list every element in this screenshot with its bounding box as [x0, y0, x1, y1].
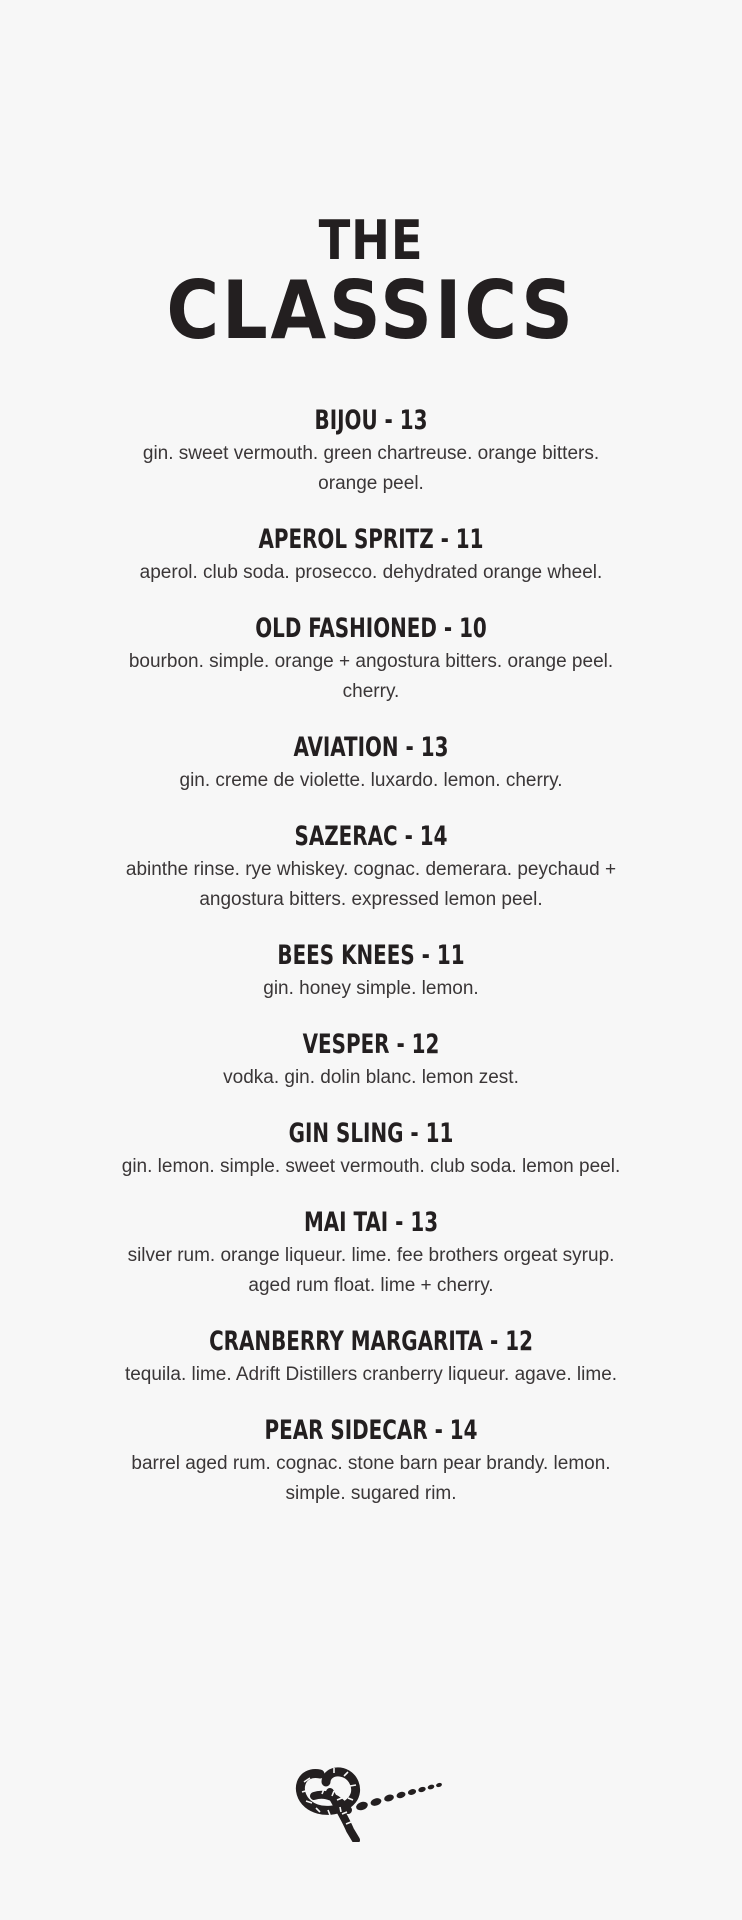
cocktail-name: CRANBERRY MARGARITA - 12: [209, 1326, 533, 1357]
cocktail-item: [0, 819, 742, 915]
menu-title-line1: THE: [318, 209, 424, 272]
cocktail-name: GIN SLING - 11: [288, 1118, 454, 1149]
cocktail-item: [0, 730, 742, 796]
cocktail-name: OLD FASHIONED - 10: [255, 613, 487, 644]
cocktail-description: tequila. lime. Adrift Distillers cranberry liqueur. agave. lime.: [124, 1364, 618, 1385]
cocktail-description: gin. creme de violette. luxardo. lemon. cherry.: [179, 770, 563, 791]
cocktail-name: AVIATION - 13: [293, 732, 449, 763]
menu-title-line2: CLASSICS: [166, 264, 576, 357]
cocktail-name: SAZERAC - 14: [294, 821, 448, 852]
cocktail-item: [0, 1205, 742, 1301]
cocktail-description: bourbon. simple. orange + angostura bitters. orange peel. cherry.: [128, 651, 614, 702]
cocktail-name: BEES KNEES - 11: [277, 940, 465, 971]
cocktail-list: [0, 403, 742, 1532]
cocktail-description: gin. sweet vermouth. green chartreuse. orange bitters. orange peel.: [142, 443, 600, 494]
cocktail-name: BIJOU - 13: [314, 405, 428, 436]
cocktail-item: [0, 403, 742, 499]
cocktail-item: [0, 1116, 742, 1182]
cocktail-name: PEAR SIDECAR - 14: [264, 1415, 478, 1446]
cocktail-description: abinthe rinse. rye whiskey. cognac. demerara. peychaud + angostura bitters. expressed lemon peel.: [125, 859, 617, 910]
cocktail-item: [0, 1324, 742, 1390]
cocktail-description: aperol. club soda. prosecco. dehydrated orange wheel.: [139, 562, 603, 583]
cocktail-description: barrel aged rum. cognac. stone barn pear brandy. lemon. simple. sugared rim.: [131, 1453, 611, 1504]
rope-knot-icon: [290, 1752, 450, 1842]
cocktail-description: vodka. gin. dolin blanc. lemon zest.: [223, 1067, 519, 1088]
cocktail-name: APEROL SPRITZ - 11: [258, 524, 484, 555]
cocktail-item: [0, 1413, 742, 1509]
cocktail-description: silver rum. orange liqueur. lime. fee brothers orgeat syrup. aged rum float. lime + cherry.: [127, 1245, 615, 1296]
cocktail-description: gin. honey simple. lemon.: [263, 978, 479, 999]
cocktail-item: [0, 611, 742, 707]
menu-title: [0, 209, 742, 357]
cocktail-name: MAI TAI - 13: [303, 1207, 439, 1238]
cocktail-item: [0, 1027, 742, 1093]
cocktail-item: [0, 938, 742, 1004]
cocktail-name: VESPER - 12: [302, 1029, 440, 1060]
cocktail-description: gin. lemon. simple. sweet vermouth. club soda. lemon peel.: [121, 1156, 621, 1177]
cocktail-item: [0, 522, 742, 588]
